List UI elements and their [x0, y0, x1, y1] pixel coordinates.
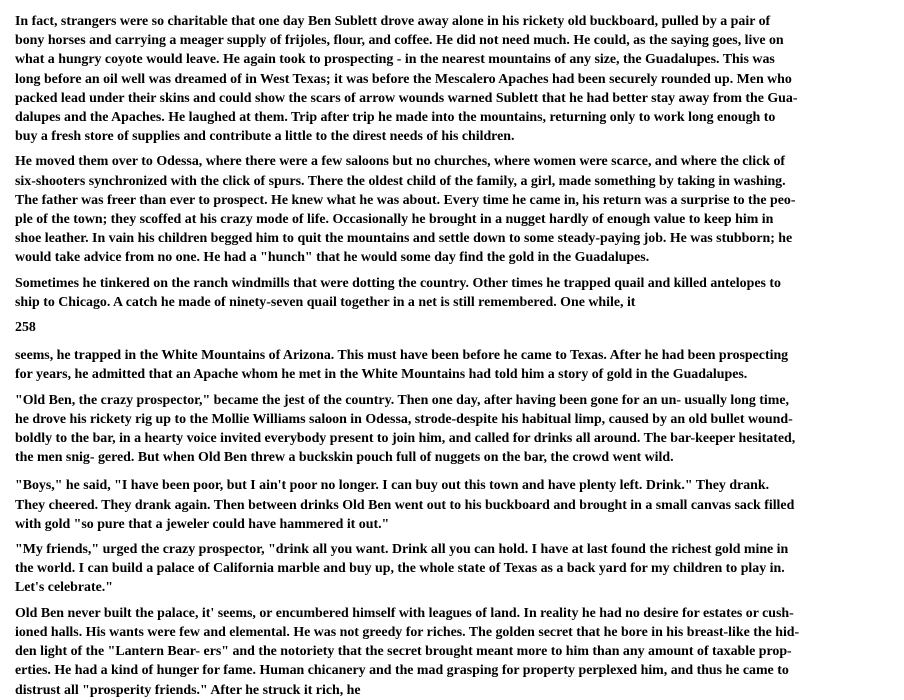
paragraph-never-built-palace: Old Ben never built the palace, it' seems, or encumbered himself with leagues of land. In reality he had no desire for estates or cush- ioned halls. His wants were few and elemental. He was not greedy for riches. The golden secret that he bore in his breast-like the hid- den light of the "Lantern Bear- ers" and the notoriety that the secret brought meant more to him than any amount of taxable prop- erties. He had a kind of hunger for fame. Human chicanery and the mad grasping for property perplexed him, and thus he came to distrust all "prosperity friends." After he struck it rich, he [15, 605, 800, 698]
paragraph-windmills-quail: Sometimes he tinkered on the ranch windmills that were dotting the country. Other times he trapped quail and killed antelopes to ship to Chicago. A catch he made of ninety-seven quail together in a net is still remembered. One while, it [15, 275, 781, 310]
paragraph-strangers-charitable: In fact, strangers were so charitable that one day Ben Sublett drove away alone in his rickety old buckboard, pulled by a pair of bony horses and carrying a meager supply of frijoles, flour, and coffee. He did not need much. He could, as the saying goes, live on what a hungry coyote would leave. He again took to prospecting - in the nearest mountains of any size, the Guadalupes. This was long before an oil well was dreamed of in West Texas; it was before the Mescalero Apaches had been securely rounded up. Men who packed lead under their skins and could show the scars of arrow wounds warned Sublett that he had better stay away from the Gua- dalupes and the Apaches. He laughed at them. Trip after trip he made into the mountains, returning only to work long enough to buy a fresh store of supplies and contribute a little to the direst needs of his children. [15, 14, 798, 145]
page-number: 258 [15, 320, 36, 336]
paragraph-my-friends: "My friends," urged the crazy prospector, "drink all you want. Drink all you can hold. I have at last found the richest gold mine in the world. I can build a palace of California marble and buy up, the whole state of Texas as a back yard for my children to play in. Let's celebrate." [15, 542, 789, 596]
paragraph-boys-he-said: "Boys," he said, "I have been poor, but I ain't poor no longer. I can buy out this town and have plenty left. Drink." They drank. They cheered. They drank again. Then between drinks Old Ben went out to his buckboard and brought in a small canvas sack filled with gold "so pure that a jeweler could have hammered it out." [15, 478, 795, 532]
paragraph-moved-to-odessa: He moved them over to Odessa, where there were a few saloons but no churches, where women were scarce, and where the click of six-shooters synchronized with the click of spurs. There the oldest child of the family, a girl, made something by taking in washing. The father was freer than ever to prospect. He knew what he was about. Every time he came in, his return was a surprise to the peo- ple of the town; they scoffed at his crazy mode of life. Occasionally he brought in a nugget hardly of enough value to keep him in shoe leather. In vain his children begged him to quit the mountains and settle down to some steady-paying job. He was stubborn; he would take advice from no one. He had a "hunch" that he would some day find the gold in the Guadalupes. [15, 154, 796, 266]
paragraph-crazy-prospector: "Old Ben, the crazy prospector," became the jest of the country. Then one day, after having been gone for an un- usually long time, he drove his rickety rig up to the Mollie Williams saloon in Odessa, strode-despite his habitual limp, caused by an old bullet wound- boldly to the bar, in a hearty voice invited everybody present to join him, and called for drinks all around. The bar-keeper hesitated, the men snig- gered. But when Old Ben threw a buckskin pouch full of nuggets on the bar, the crowd went wild. [15, 392, 796, 466]
paragraph-white-mountains: seems, he trapped in the White Mountains of Arizona. This must have been before he came to Texas. After he had been prospecting for years, he admitted that an Apache whom he met in the White Mountains had told him a story of gold in the Guadalupes. [15, 348, 789, 383]
